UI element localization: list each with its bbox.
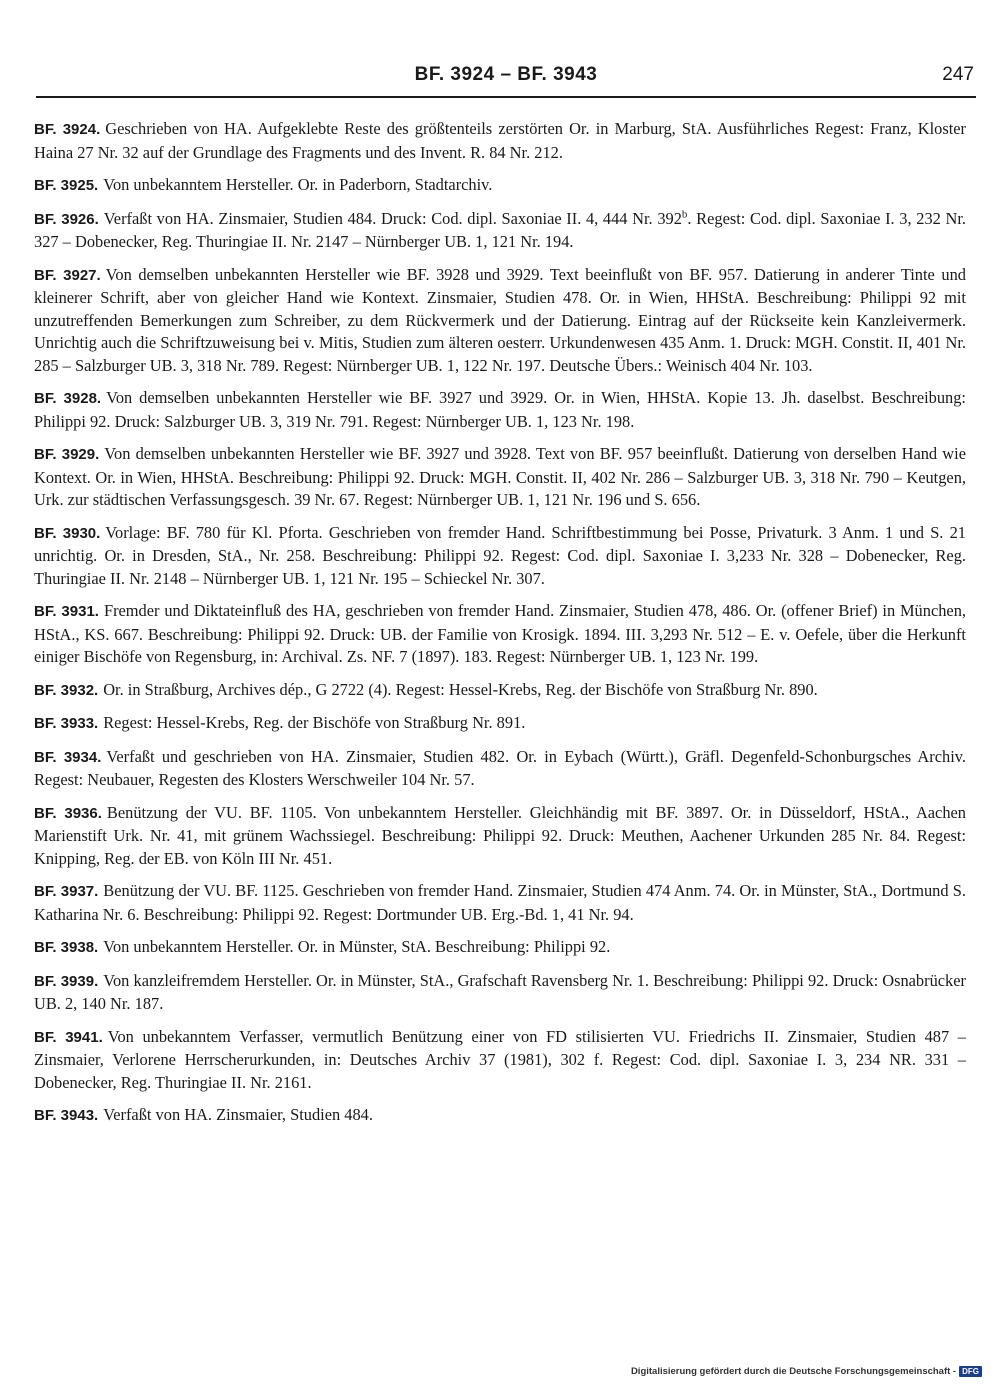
entry-text: Regest: Hessel-Krebs, Reg. der Bischöfe von Straßburg Nr. 891. <box>103 713 526 732</box>
entry-bf-3941 <box>34 1026 966 1095</box>
entry-list <box>34 118 966 1138</box>
entry-bf-3934 <box>34 746 966 792</box>
entry-bf-3930 <box>34 522 966 591</box>
running-title: BF. 3924 – BF. 3943 <box>414 64 598 85</box>
entry-number: BF. 3943. <box>34 1107 99 1124</box>
entry-bf-3926 <box>34 208 966 254</box>
entry-text: Vorlage: BF. 780 für Kl. Pforta. Geschrieben von fremder Hand. Schriftbestimmung bei Posse, Privaturk. 3 Anm. 1 und S. 21 unrichtig. Or. in Dresden, StA., Nr. 258. Beschreibung: Philippi 92. Regest: Cod. dipl. Saxoniae I. 3,233 Nr. 328 – Dobenecker, Reg. Thuringiae II. Nr. 2148 – Nürnberger UB. 1, 121 Nr. 195 – Schieckel Nr. 307. <box>34 522 966 588</box>
entry-bf-3931 <box>34 600 966 669</box>
entry-number: BF. 3925. <box>34 177 99 194</box>
entry-number: BF. 3927. <box>34 266 101 284</box>
entry-bf-3924 <box>34 118 966 164</box>
entry-text: Benützung der VU. BF. 1105. Von unbekanntem Hersteller. Gleichhändig mit BF. 3897. Or. in Düsseldorf, HStA., Aachen Marienstift Urk. Nr. 41, mit grünem Wachssiegel. Beschreibung: Philippi 92. Druck: Meuthen, Aachener Urkunden 285 Nr. 84. Regest: Knipping, Reg. der EB. von Köln III Nr. 451. <box>34 802 966 868</box>
entry-number: BF. 3941. <box>34 1028 103 1046</box>
entry-number: BF. 3929. <box>34 446 100 463</box>
entry-number: BF. 3926. <box>34 210 99 228</box>
digitization-credit <box>631 1366 982 1377</box>
entry-number: BF. 3931. <box>34 603 99 620</box>
entry-text: Verfaßt von HA. Zinsmaier, Studien 484. <box>103 1105 373 1124</box>
entry-number: BF. 3939. <box>34 972 99 990</box>
page-header <box>36 62 976 98</box>
entry-bf-3928 <box>34 387 966 433</box>
entry-bf-3925 <box>34 174 966 198</box>
entry-bf-3929 <box>34 443 966 512</box>
entry-superscript: b <box>681 208 688 221</box>
entry-number: BF. 3932. <box>34 681 99 699</box>
entry-text: Von unbekanntem Hersteller. Or. in Münster, StA. Beschreibung: Philippi 92. <box>103 937 611 956</box>
entry-bf-3939 <box>34 970 966 1016</box>
entry-text: Von demselben unbekannten Hersteller wie BF. 3927 und 3928. Text von BF. 957 beeinflußt. Datierung von derselben Hand wie Kontext. Or. in Wien, HHStA. Beschreibung: Philippi 92. Druck: MGH. Constit. II, 402 Nr. 286 – Salzburger UB. 3, 318 Nr. 790 – Keutgen, Urk. zur städtischen Verfassungsgesch. 39 Nr. 67. Regest: Nürnberger UB. 1, 121 Nr. 196 und S. 656. <box>34 444 966 509</box>
credit-text: Digitalisierung gefördert durch die Deutsche Forschungsgemeinschaft - <box>630 1366 957 1377</box>
dfg-logo: DFG <box>959 1366 982 1377</box>
entry-text: Von kanzleifremdem Hersteller. Or. in Münster, StA., Grafschaft Ravensberg Nr. 1. Beschreibung: Philippi 92. Druck: Osnabrücker UB. 2, 140 Nr. 187. <box>34 970 966 1013</box>
entry-number: BF. 3938. <box>34 939 99 956</box>
entry-number: BF. 3933. <box>34 715 99 732</box>
entry-text: Verfaßt von HA. Zinsmaier, Studien 484. Druck: Cod. dipl. Saxoniae II. 4, 444 Nr. 392 <box>103 208 682 228</box>
entry-text: Von unbekanntem Verfasser, vermutlich Benützung einer von FD stilisierten VU. Friedrichs II. Zinsmaier, Studien 487 – Zinsmaier, Verlorene Herrscherurkunden, in: Deutsches Archiv 37 (1981), 302 f. Regest: Cod. dipl. Saxoniae I. 3, 234 NR. 331 – Dobenecker, Reg. Thuringiae II. Nr. 2161. <box>34 1026 966 1092</box>
entry-number: BF. 3930. <box>34 524 101 542</box>
entry-bf-3927 <box>34 264 966 378</box>
entry-text: Von demselben unbekannten Hersteller wie BF. 3928 und 3929. Text beeinflußt von BF. 957. Datierung in anderer Tinte und kleinerer Schrift, aber von gleicher Hand wie Kontext. Zinsmaier, Studien 478. Or. in Wien, HHStA. Beschreibung: Philippi 92 mit unzutreffenden Bemerkungen zum Schreiber, zu dem Rückvermerk und der Datierung. Eintrag auf der Rückseite kein Kanzleivermerk. Unrichtig auch die Schriftzuweisung bei v. Mitis, Studien zum älteren oesterr. Urkundenwesen 435 Anm. 1. Druck: MGH. Constit. II, 401 Nr. 285 – Salzburger UB. 3, 318 Nr. 789. Regest: Nürnberger UB. 1, 122 Nr. 197. Deutsche Übers.: Weinisch 404 Nr. 103. <box>34 264 966 375</box>
entry-text: Benützung der VU. BF. 1125. Geschrieben von fremder Hand. Zinsmaier, Studien 474 Anm. 74. Or. in Münster, StA., Dortmund S. Katharina Nr. 6. Beschreibung: Philippi 92. Regest: Dortmunder UB. Erg.-Bd. 1, 41 Nr. 94. <box>34 881 966 924</box>
entry-text-continued: . Regest: Cod. dipl. Saxoniae I. 3, 232 Nr. 327 – Dobenecker, Reg. Thuringiae II. Nr. 2147 – Nürnberger UB. 1, 121 Nr. 194. <box>34 208 966 251</box>
entry-bf-3943 <box>34 1104 966 1128</box>
entry-text: Von demselben unbekannten Hersteller wie BF. 3927 und 3929. Or. in Wien, HHStA. Kopie 13. Jh. daselbst. Beschreibung: Philippi 92. Druck: Salzburger UB. 3, 319 Nr. 791. Regest: Nürnberger UB. 1, 123 Nr. 198. <box>34 388 966 431</box>
entry-text: Von unbekanntem Hersteller. Or. in Paderborn, Stadtarchiv. <box>103 175 493 194</box>
entry-bf-3936 <box>34 802 966 871</box>
entry-number: BF. 3924. <box>34 121 101 138</box>
entry-bf-3933 <box>34 712 966 736</box>
entry-number: BF. 3936. <box>34 804 102 822</box>
entry-bf-3937 <box>34 880 966 926</box>
entry-text: Verfaßt und geschrieben von HA. Zinsmaier, Studien 482. Or. in Eybach (Württ.), Gräfl. Degenfeld-Schonburgsches Archiv. Regest: Neubauer, Regesten des Klosters Werschweiler 104 Nr. 57. <box>34 746 966 789</box>
entry-number: BF. 3934. <box>34 748 102 766</box>
entry-number: BF. 3937. <box>34 883 99 900</box>
entry-text: Geschrieben von HA. Aufgeklebte Reste des größtenteils zerstörten Or. in Marburg, StA. Ausführliches Regest: Franz, Kloster Haina 27 Nr. 32 auf der Grundlage des Fragments und des Invent. R. 84 Nr. 212. <box>34 119 966 162</box>
entry-text: Fremder und Diktateinfluß des HA, geschrieben von fremder Hand. Zinsmaier, Studien 478, 486. Or. (offener Brief) in München, HStA., KS. 667. Beschreibung: Philippi 92. Druck: UB. der Familie von Krosigk. 1894. III. 3,293 Nr. 512 – E. v. Oefele, über die Herkunft einiger Bischöfe von Regensburg, in: Archival. Zs. NF. 7 (1897). 183. Regest: Nürnberger UB. 1, 123 Nr. 199. <box>34 601 966 666</box>
entry-number: BF. 3928. <box>34 390 102 407</box>
entry-bf-3932 <box>34 679 966 703</box>
page-number: 247 <box>942 64 974 85</box>
entry-bf-3938 <box>34 936 966 960</box>
entry-text: Or. in Straßburg, Archives dép., G 2722 (4). Regest: Hessel-Krebs, Reg. der Bischöfe von Straßburg Nr. 890. <box>103 679 818 699</box>
